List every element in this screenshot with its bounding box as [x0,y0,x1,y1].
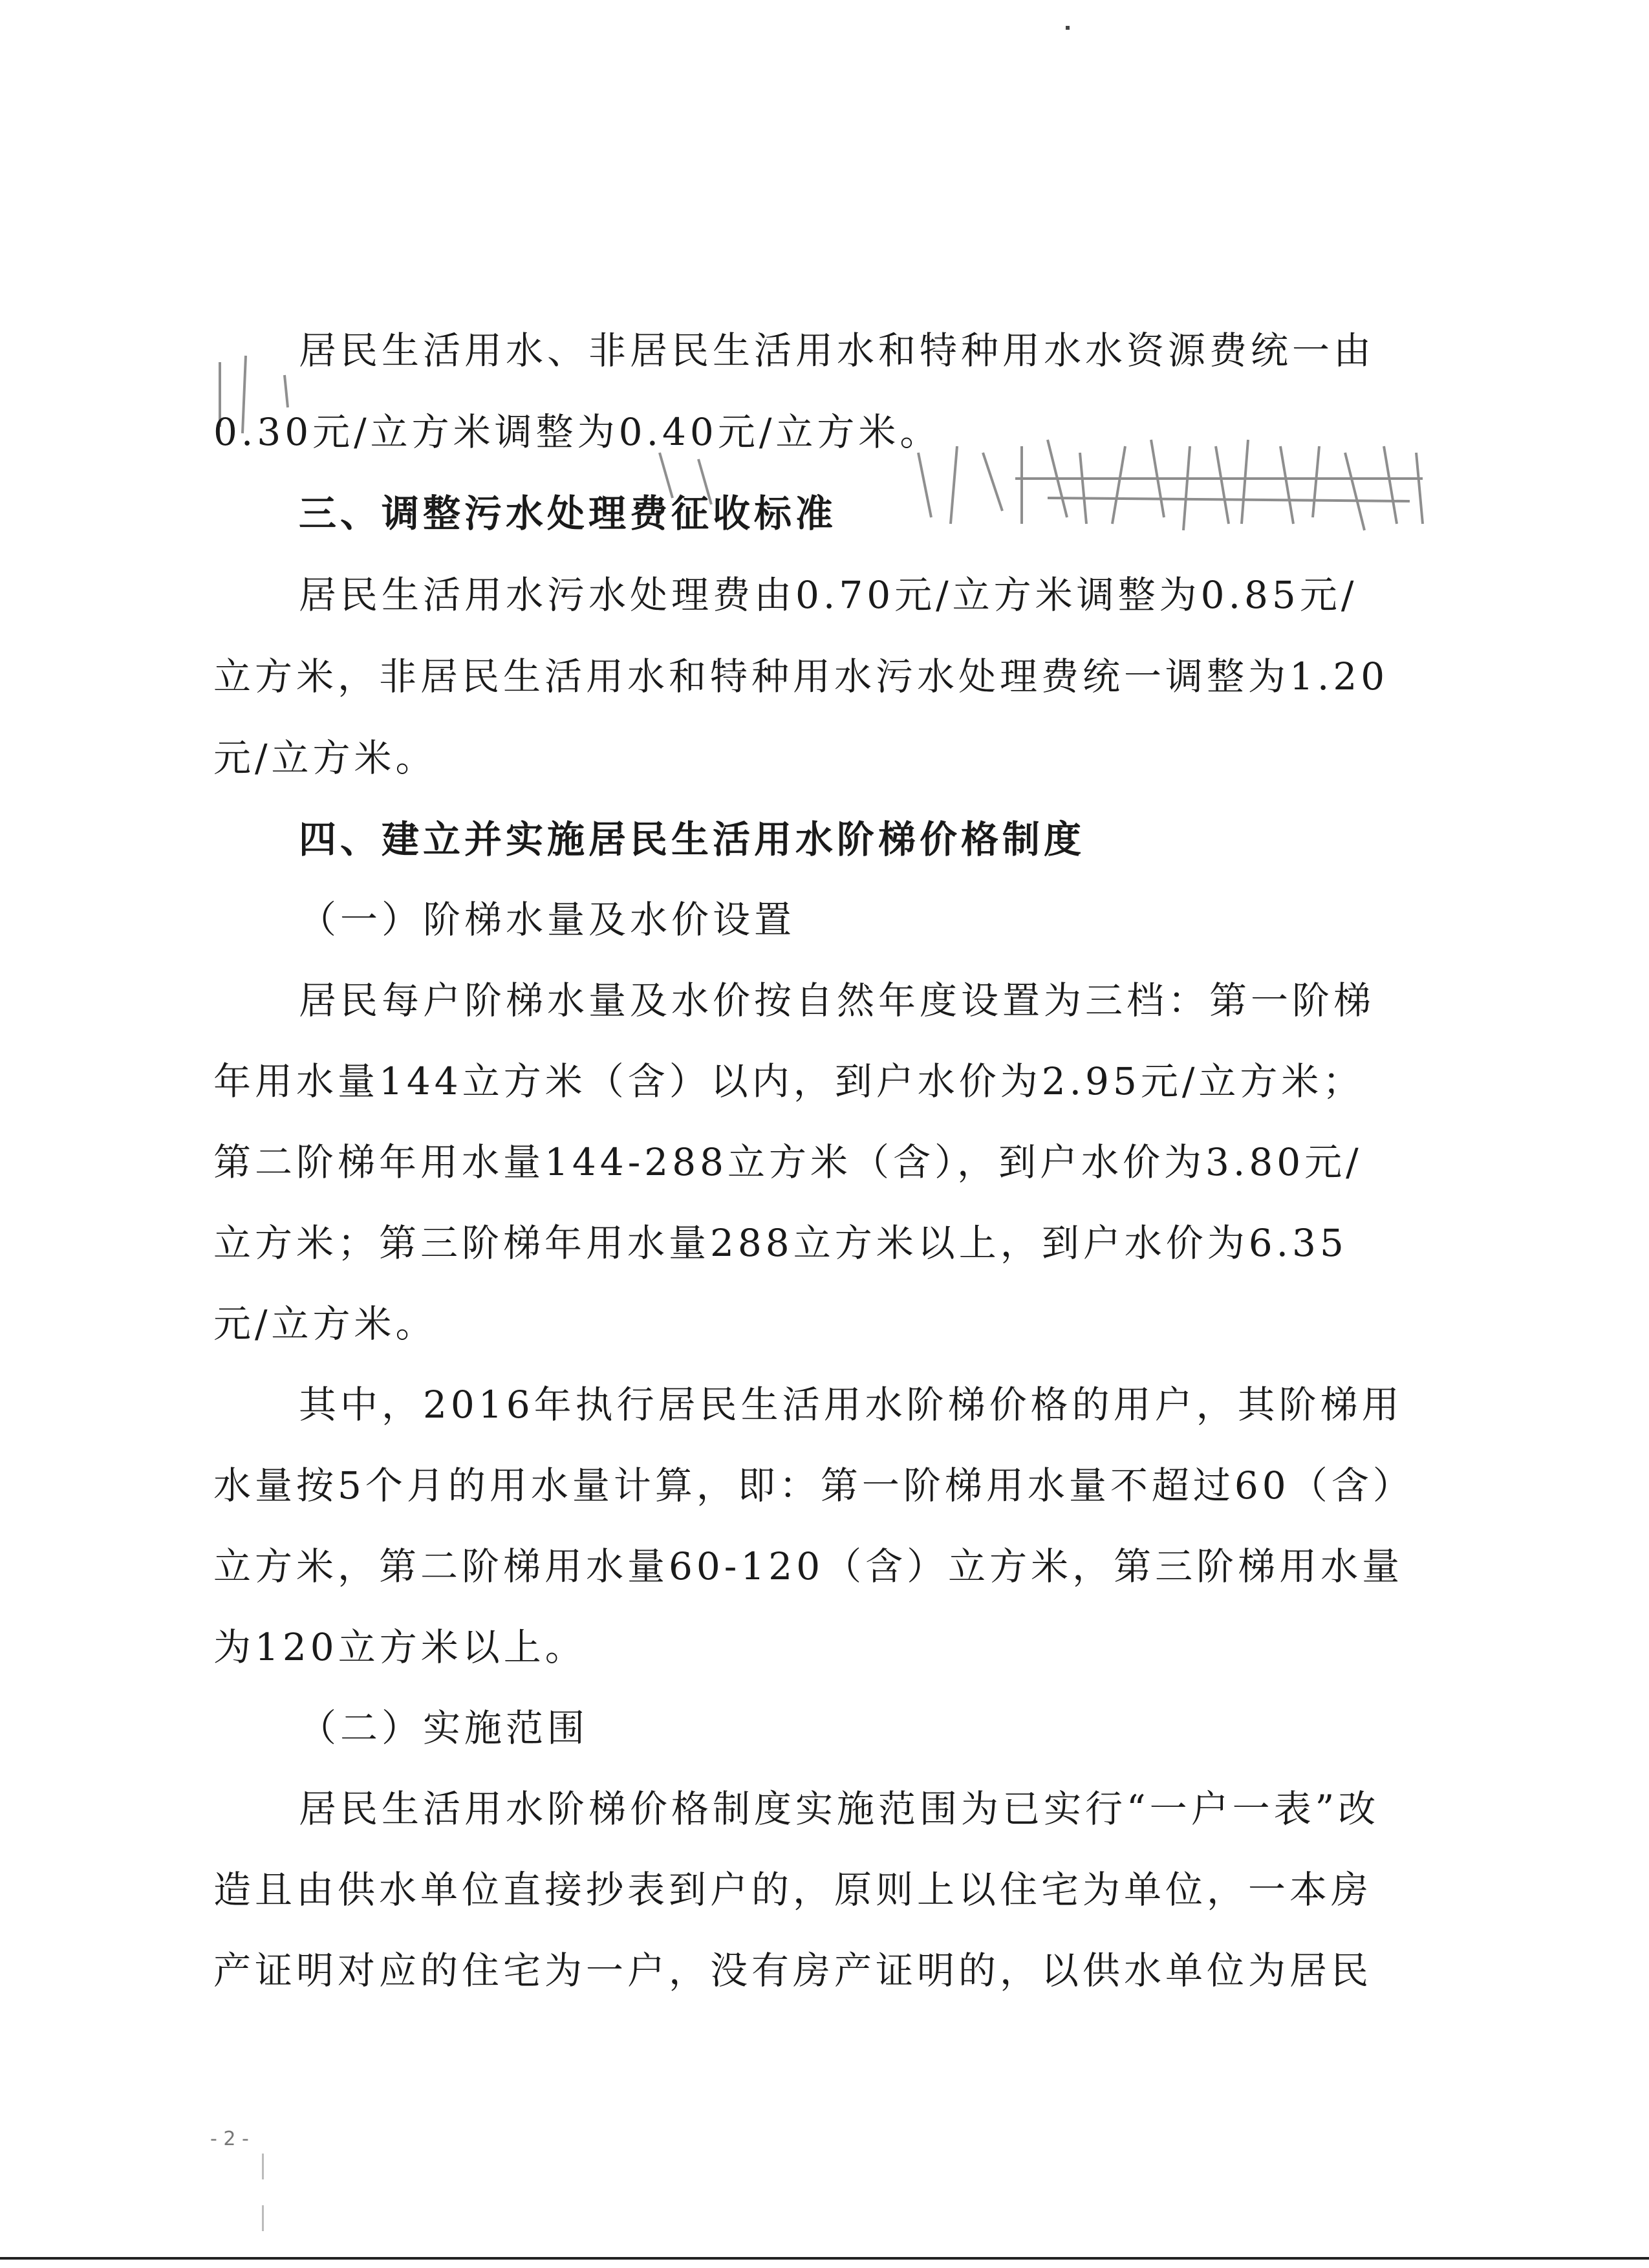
section-heading: 四、建立并实施居民生活用水阶梯价格制度 [299,817,1086,861]
text-line: 水量按5个月的用水量计算，即：第一阶梯用水量不超过60（含） [213,1463,1414,1507]
text-line: 元/立方米。 [213,1302,437,1346]
page-number: - 2 - [210,2128,249,2150]
text-line: 元/立方米。 [213,736,437,780]
text-line: 产证明对应的住宅为一户，没有房产证明的，以供水单位为居民 [213,1949,1373,1993]
scan-mark [1066,26,1070,30]
text-line: 为120立方米以上。 [213,1625,587,1669]
text-line: 0.30元/立方米调整为0.40元/立方米。 [213,410,942,454]
text-line: 居民生活用水阶梯价格制度实施范围为已实行“一户一表”改 [299,1787,1380,1831]
text-line: 居民每户阶梯水量及水价按自然年度设置为三档：第一阶梯 [299,978,1375,1022]
subsection-heading: （二）实施范围 [299,1706,589,1750]
scan-speck [262,2154,264,2179]
text-line: 立方米；第三阶梯年用水量288立方米以上，到户水价为6.35 [213,1221,1348,1265]
section-heading: 三、调整污水处理费征收标准 [299,491,837,535]
text-line: 立方米，非居民生活用水和特种用水污水处理费统一调整为1.20 [213,654,1389,698]
text-line: 年用水量144立方米（含）以内，到户水价为2.95元/立方米； [213,1059,1364,1103]
text-line: 其中，2016年执行居民生活用水阶梯价格的用户，其阶梯用 [299,1383,1403,1427]
subsection-heading: （一）阶梯水量及水价设置 [299,898,796,942]
scan-speck [262,2205,264,2231]
text-line: 造且由供水单位直接抄表到户的，原则上以住宅为单位，一本房 [213,1868,1373,1912]
text-line: 居民生活用水、非居民生活用水和特种用水水资源费统一由 [299,329,1375,373]
text-line: 第二阶梯年用水量144-288立方米（含），到户水价为3.80元/ [213,1140,1363,1184]
text-line: 立方米，第二阶梯用水量60-120（含）立方米，第三阶梯用水量 [213,1544,1404,1588]
scan-edge [0,2257,1649,2260]
text-line: 居民生活用水污水处理费由0.70元/立方米调整为0.85元/ [299,573,1358,617]
